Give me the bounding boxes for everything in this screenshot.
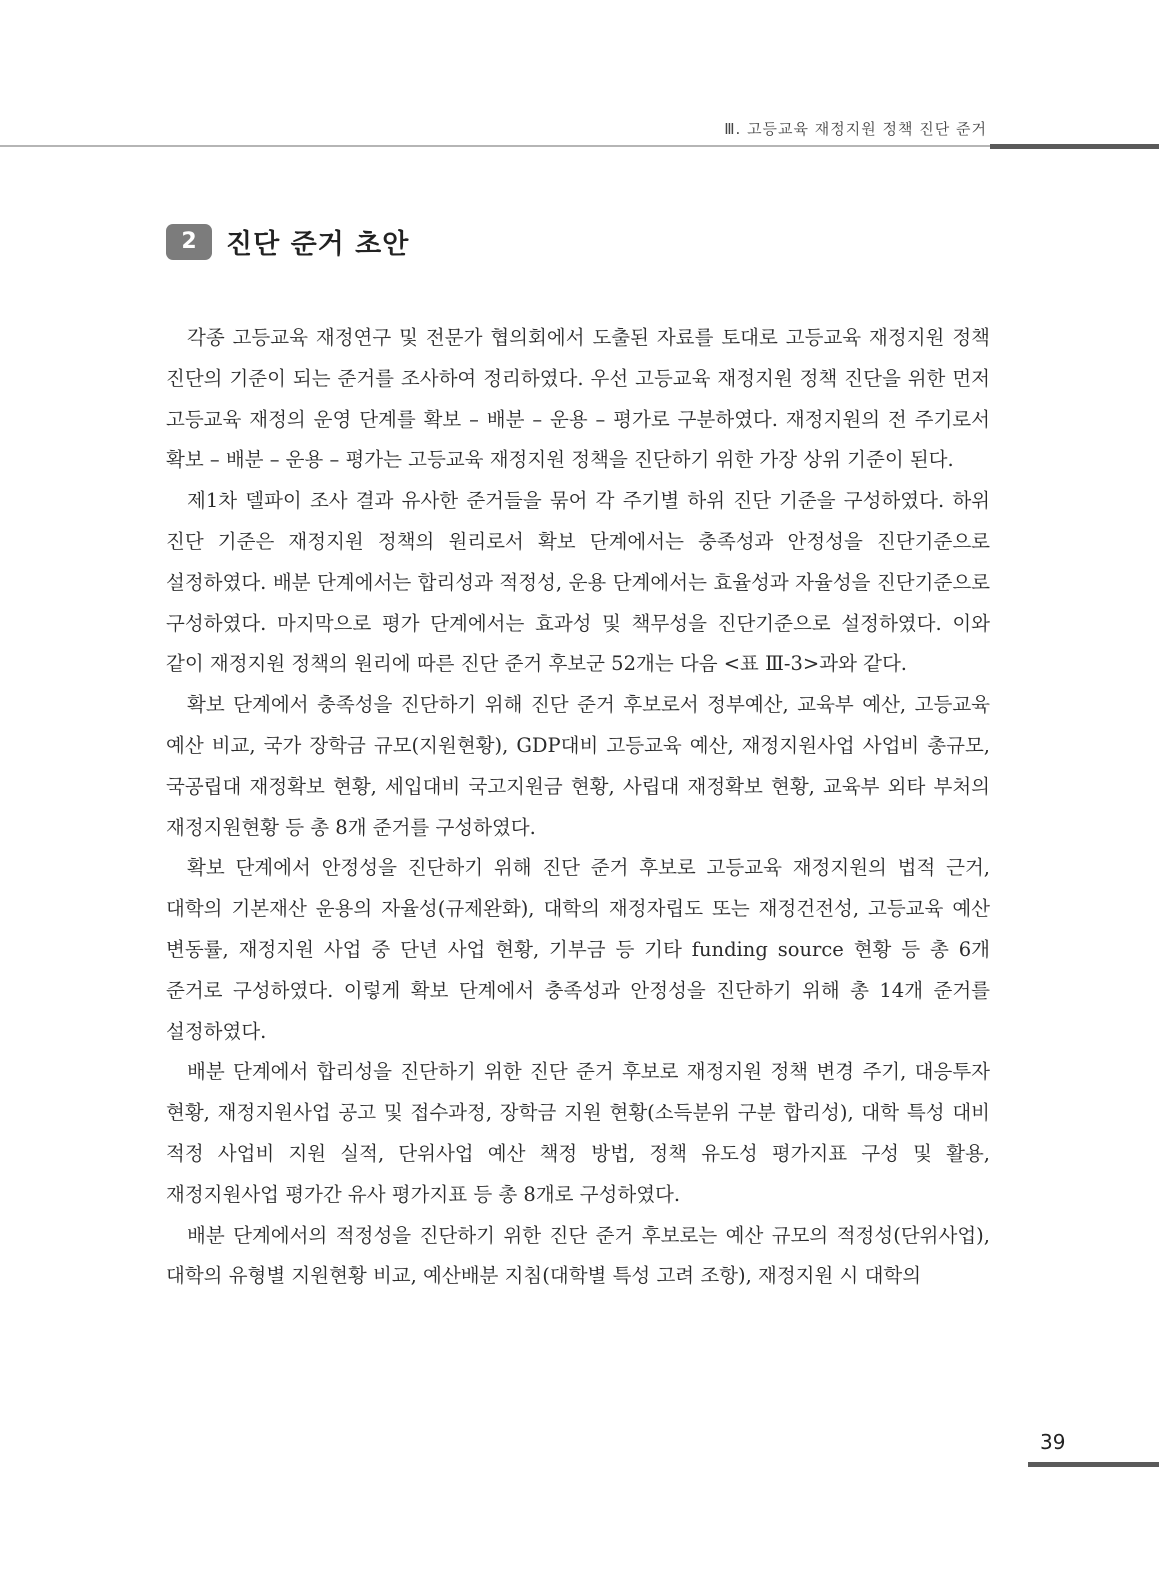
section-title: 진단 준거 초안 — [226, 229, 410, 260]
section-number-badge: 2 — [166, 224, 212, 260]
section-heading — [166, 222, 409, 261]
paragraph-1: 각종 고등교육 재정연구 및 전문가 협의회에서 도출된 자료를 토대로 고등교육 재정지원 정책 진단의 기준이 되는 준거를 조사하여 정리하였다. 우선 고등교육 재정지원 정책 진단을 위한 먼저 고등교육 재정의 운영 단계를 확보 – 배분 – 운용 – 평가로 구분하였다. 재정지원의 전 주기로서 확보 – 배분 – 운용 – 평가는 고등교육 재정지원 정책을 진단하기 위한 가장 상위 기준이 된다. — [166, 326, 990, 472]
paragraph-6: 배분 단계에서의 적정성을 진단하기 위한 진단 준거 후보로는 예산 규모의 적정성(단위사업), 대학의 유형별 지원현황 비교, 예산배분 지침(대학별 특성 고려 조항), 재정지원 시 대학의 — [166, 1223, 990, 1288]
footer-rule — [1028, 1462, 1159, 1467]
running-header: Ⅲ. 고등교육 재정지원 정책 진단 준거 — [724, 120, 987, 138]
header-rule — [0, 145, 990, 147]
page-number: 39 — [1040, 1430, 1066, 1454]
paragraph-3: 확보 단계에서 충족성을 진단하기 위해 진단 준거 후보로서 정부예산, 교육부 예산, 고등교육 예산 비교, 국가 장학금 규모(지원현황), GDP대비 고등교육 예산, 재정지원사업 사업비 총규모, 국공립대 재정확보 현황, 세입대비 국고지원금 현황, 사립대 재정확보 현황, 교육부 외타 부처의 재정지원현황 등 총 8개 준거를 구성하였다. — [166, 693, 990, 839]
header-rule-accent — [990, 144, 1159, 149]
paragraph-2: 제1차 델파이 조사 결과 유사한 준거들을 묶어 각 주기별 하위 진단 기준을 구성하였다. 하위 진단 기준은 재정지원 정책의 원리로서 확보 단계에서는 충족성과 안정성을 진단기준으로 설정하였다. 배분 단계에서는 합리성과 적정성, 운용 단계에서는 효율성과 자율성을 진단기준으로 구성하였다. 마지막으로 평가 단계에서는 효과성 및 책무성을 진단기준으로 설정하였다. 이와 같이 재정지원 정책의 원리에 따른 진단 준거 후보군 52개는 다음 <표 Ⅲ-3>과와 같다. — [166, 489, 990, 676]
body-text — [166, 318, 990, 1297]
paragraph-4: 확보 단계에서 안정성을 진단하기 위해 진단 준거 후보로 고등교육 재정지원의 법적 근거, 대학의 기본재산 운용의 자율성(규제완화), 대학의 재정자립도 또는 재정건전성, 고등교육 예산 변동률, 재정지원 사업 중 단년 사업 현황, 기부금 등 기타 funding source 현황 등 총 6개 준거로 구성하였다. 이렇게 확보 단계에서 충족성과 안정성을 진단하기 위해 총 14개 준거를 설정하였다. — [166, 856, 990, 1043]
paragraph-5: 배분 단계에서 합리성을 진단하기 위한 진단 준거 후보로 재정지원 정책 변경 주기, 대응투자 현황, 재정지원사업 공고 및 접수과정, 장학금 지원 현황(소득분위 구분 합리성), 대학 특성 대비 적정 사업비 지원 실적, 단위사업 예산 책정 방법, 정책 유도성 평가지표 구성 및 활용, 재정지원사업 평가간 유사 평가지표 등 총 8개로 구성하였다. — [166, 1060, 990, 1206]
